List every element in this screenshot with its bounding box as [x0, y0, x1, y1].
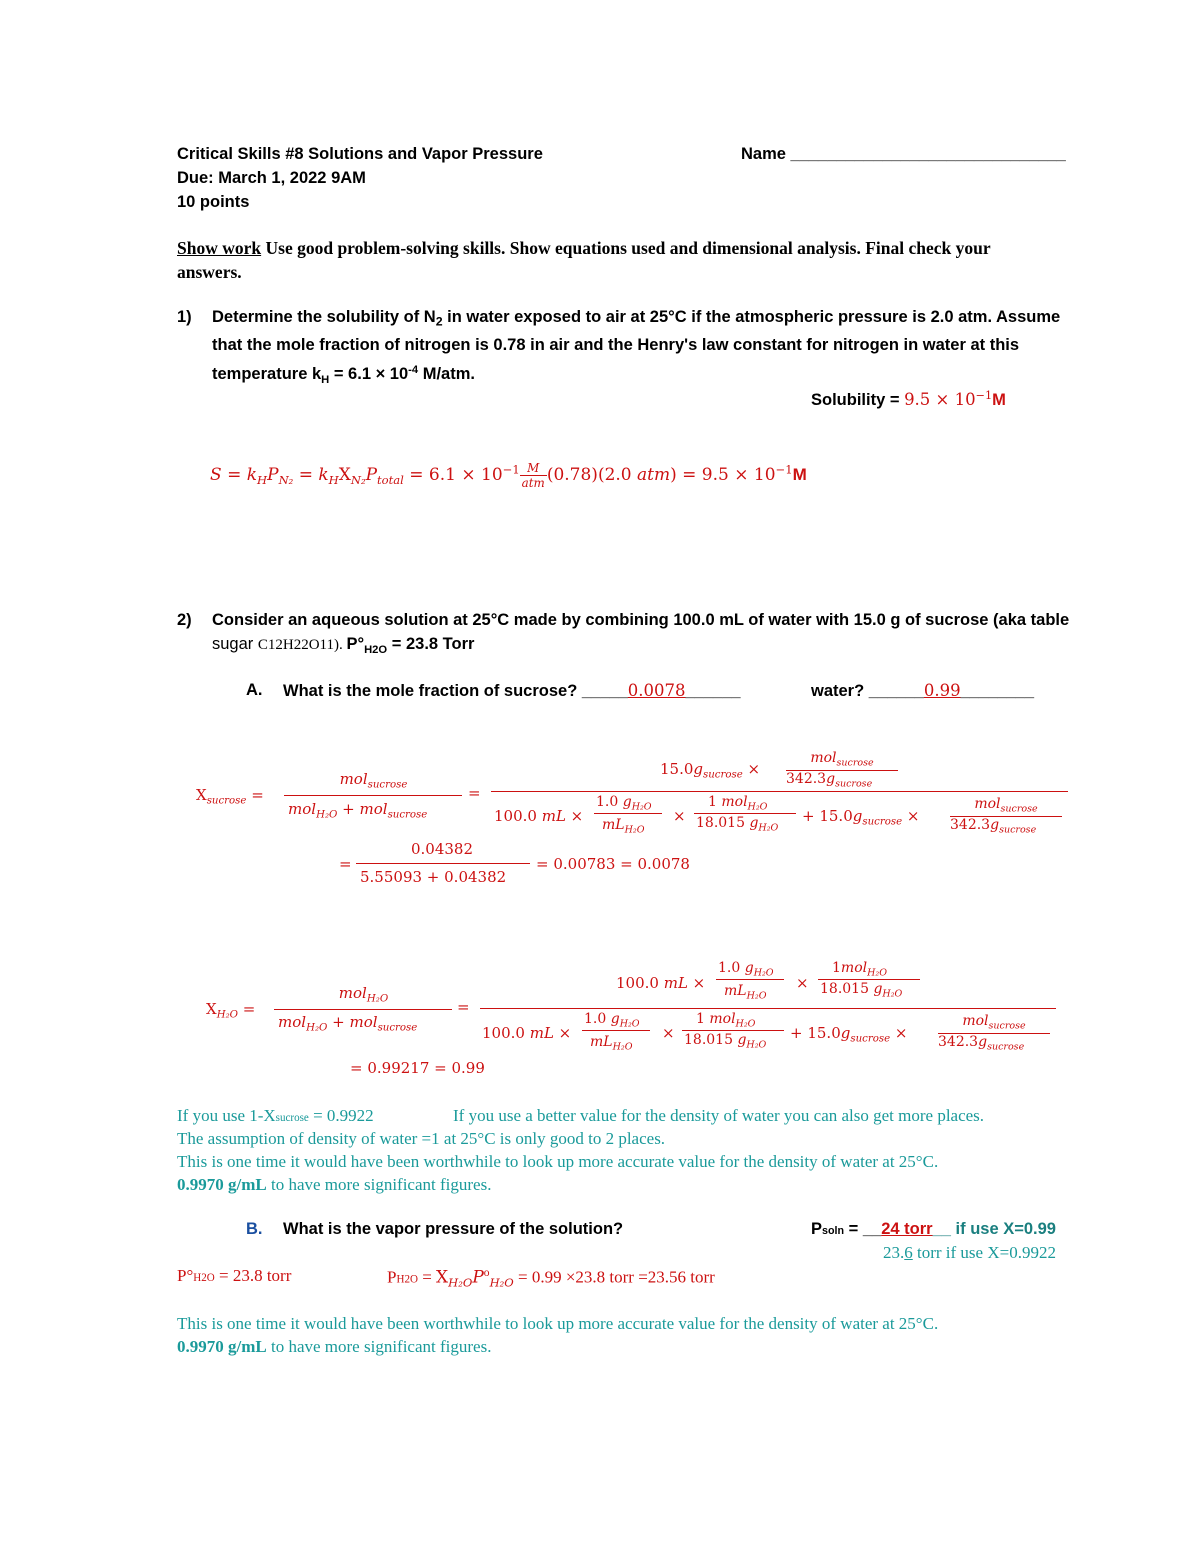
xsucrose-den-density-bar: [594, 813, 662, 814]
q2a-letter: A.: [246, 681, 263, 699]
xsucrose-line2-eq: =: [339, 855, 352, 873]
xsucrose-lhs: $X_{sucrose}$ =: [196, 786, 264, 807]
instructions-lead: Show work: [177, 238, 262, 258]
xwater-eq2: =: [457, 998, 470, 1016]
xwater-result: = 0.99217 = 0.99: [350, 1059, 485, 1077]
xsucrose-frac-den: mol$_{H_2O}$ + mol$_{sucrose}$: [288, 800, 428, 821]
xwater-den-plus: + $15.0g_{sucrose}$ ×: [790, 1024, 908, 1045]
xsucrose-den-mw-bar: [694, 813, 796, 814]
name-field-label: Name ______________________________: [741, 145, 1066, 163]
xsucrose-den-plus: + $15.0g_{sucrose}$ ×: [802, 807, 920, 828]
instructions-text-2: answers.: [177, 262, 242, 282]
xsucrose-big-frac-bar: [491, 791, 1068, 792]
xwater-den-mm-num: mol$_{sucrose}$: [962, 1013, 1026, 1032]
q1-line-2: that the mole fraction of nitrogen is 0.78 in air and the Henry's law constant for nitrogen in water at this: [212, 336, 1020, 354]
q1-solution-equation: $S = k_HP_{N_2} = k_HX_{N_2}P_{total} = 6.1 \times 10^{-1}$ $\frac{M}{\text{atm}}$ (0.78)(2.0 $atm) = 9.5 \times 10^{-1}M$: [210, 461, 807, 490]
q2b-question: What is the vapor pressure of the solution?: [283, 1220, 624, 1238]
p-water-calc: $PH2O = X_{H_2O}P^o_{H_2O} = 0.99 \times 23.8$ torr =23.56 torr: [387, 1266, 715, 1290]
final-note-1: This is one time it would have been worthwhile to look up more accurate value for the density of water at 25°C.: [177, 1314, 939, 1333]
water-mole-fraction-answer: 0.99: [923, 681, 961, 700]
xwater-den-density-den: $mL_{H_2O}$: [590, 1034, 633, 1053]
note-1-left: If you use 1-Xsucrose = 0.9922: [177, 1106, 374, 1125]
q2b-letter: B.: [246, 1220, 263, 1238]
xwater-den-mw-num: 1 mol$_{H_2O}$: [696, 1011, 756, 1030]
sucrose-mole-fraction-answer: 0.0078: [627, 681, 686, 700]
note-3: This is one time it would have been worthwhile to look up more accurate value for the density of water at 25°C.: [177, 1152, 939, 1171]
xsucrose-mm-frac-den: $342.3g_{sucrose}$: [786, 771, 873, 790]
q2a-water: water? ______0.99________: [811, 681, 1034, 700]
xwater-den-density-num: 1.0 $g_{H_2O}$: [584, 1011, 640, 1030]
xsucrose-den-mw-num: 1 mol$_{H_2O}$: [708, 794, 768, 813]
q1-answer-value: $9.5 \times 10^{-1}$: [904, 389, 993, 410]
xsucrose-den-mm-num: mol$_{sucrose}$: [974, 796, 1038, 815]
xsucrose-line2-den: 5.55093 + 0.04382: [360, 868, 507, 886]
due-date: Due: March 1, 2022 9AM: [177, 169, 366, 187]
xwater-den-mw-bar: [682, 1030, 784, 1031]
xsucrose-den-times: ×: [673, 807, 686, 825]
q1-line-3: temperature $k_H = 6.1 \times 10^{-4}$ M/atm.: [212, 364, 475, 387]
xwater-den-mm-den: $342.3g_{sucrose}$: [938, 1034, 1025, 1053]
xwater-num-mw-den: 18.015 $g_{H_2O}$: [820, 981, 903, 1000]
xsucrose-mm-frac-num: mol$_{sucrose}$: [810, 750, 874, 769]
xsucrose-line2-num: 0.04382: [410, 840, 474, 858]
xsucrose-den-mw-den: 18.015 $g_{H_2O}$: [696, 815, 779, 834]
xwater-num-mw-bar: [818, 979, 920, 980]
q1-number: 1): [177, 308, 192, 326]
xsucrose-line2-result: = 0.00783 = 0.0078: [536, 855, 690, 873]
q1-line-1: Determine the solubility of $N_2$ in water exposed to air at 25°C if the atmospheric pressure is 2.0 atm. Assume: [212, 308, 1061, 329]
note-1-right: If you use a better value for the density of water you can also get more places.: [453, 1106, 985, 1125]
xwater-den-mw-den: 18.015 $g_{H_2O}$: [684, 1032, 767, 1051]
xwater-frac-den: mol$_{H_2O}$ + mol$_{sucrose}$: [278, 1013, 418, 1034]
note-4: 0.9970 g/mL to have more significant figures.: [177, 1175, 492, 1194]
points-value: 10 points: [177, 193, 250, 211]
q2-line-1: Consider an aqueous solution at 25°C made by combining 100.0 mL of water with 15.0 g of sucrose (aka table: [212, 611, 1070, 629]
note-2: The assumption of density of water =1 at 25°C is only good to 2 places.: [177, 1129, 666, 1148]
q2a-question: What is the mole fraction of sucrose? _____0.0078______: [283, 681, 741, 700]
xwater-lhs: $X_{H_2O}$ =: [206, 1000, 256, 1021]
q1-answer-label: Solubility =: [811, 391, 905, 410]
xwater-frac-bar: [274, 1009, 452, 1010]
xwater-num-mw-num: 1mol$_{H_2O}$: [832, 960, 888, 979]
xwater-den-times: ×: [662, 1024, 675, 1042]
xsucrose-den-vol: 100.0 mL ×: [494, 807, 584, 825]
xsucrose-frac-num: mol$_{sucrose}$: [339, 770, 408, 791]
xwater-frac-num: mol$_{H_2O}$: [338, 984, 389, 1005]
xsucrose-eq2: =: [468, 784, 481, 802]
xsucrose-line2-bar: [356, 863, 530, 864]
final-note-2: 0.9970 g/mL to have more significant figures.: [177, 1337, 492, 1356]
xwater-num-density-den: $mL_{H_2O}$: [724, 983, 767, 1002]
xwater-num-density-num: 1.0 $g_{H_2O}$: [718, 960, 774, 979]
xwater-big-frac-bar: [480, 1008, 1056, 1009]
xwater-den-density-bar: [582, 1030, 650, 1031]
xsucrose-den-mm-den: $342.3g_{sucrose}$: [950, 817, 1037, 836]
vapor-pressure-answer: 24 torr: [881, 1220, 933, 1238]
p0-water: P°H2O = 23.8 torr: [177, 1266, 292, 1285]
q2-line-2: sugar C12H22O11). $P^\circ_{H2O} = 23.8$ Torr: [212, 635, 475, 656]
xwater-num-times: ×: [796, 974, 809, 992]
xwater-num-vol: 100.0 mL ×: [616, 974, 706, 992]
q2b-answer: Psoln = __24 torr__ if use X=0.99: [811, 1220, 1056, 1238]
instructions: [177, 238, 991, 259]
xsucrose-frac-bar: [284, 795, 462, 796]
q1-answer: Solubility = $9.5 \times 10^{-1}M$: [811, 389, 1006, 410]
xwater-num-density-bar: [716, 979, 784, 980]
xsucrose-den-density-num: 1.0 $g_{H_2O}$: [596, 794, 652, 813]
xsucrose-big-num: $15.0g_{sucrose}$ ×: [660, 760, 761, 781]
instructions-text: Use good problem-solving skills. Show equations used and dimensional analysis. Final check your: [261, 238, 991, 258]
xwater-den-vol: 100.0 mL ×: [482, 1024, 572, 1042]
xsucrose-den-density-den: $mL_{H_2O}$: [602, 817, 645, 836]
q2b-alt-answer: 23.6 torr if use X=0.9922: [883, 1243, 1056, 1262]
document-title: Critical Skills #8 Solutions and Vapor Pressure: [177, 145, 543, 163]
q2-number: 2): [177, 611, 192, 629]
